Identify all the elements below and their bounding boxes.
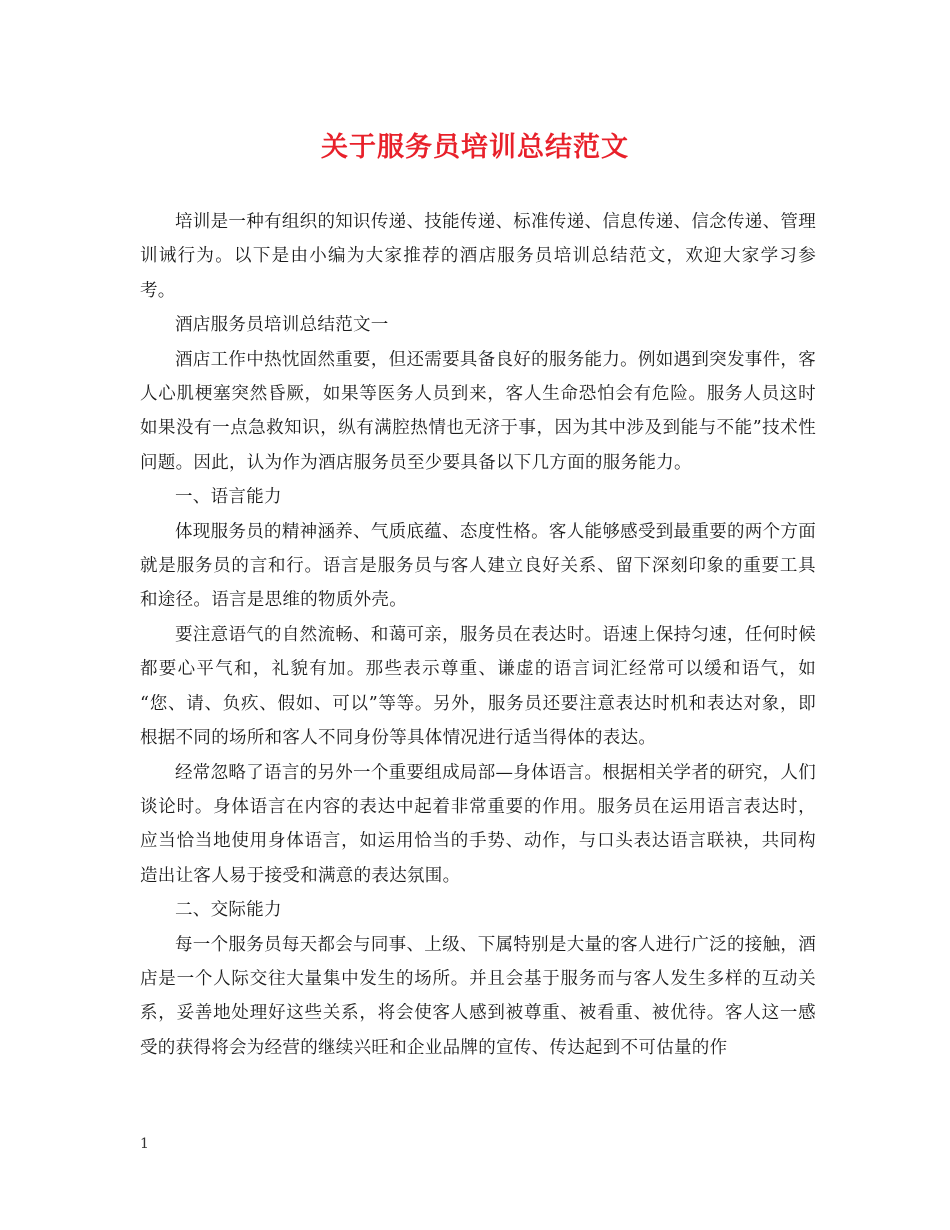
- document-body: [140, 205, 816, 1065]
- paragraph: 要注意语气的自然流畅、和蔼可亲，服务员在表达时。语速上保持匀速，任何时候都要心平气和，礼貌有加。那些表示尊重、谦虚的语言词汇经常可以缓和语气，如 “您、请、负疚、假如、可以”等等。另外，服务员还要注意表达时机和表达对象，即根据不同的场所和客人不同身份等具体情况进行适当得体的表达。: [140, 624, 816, 749]
- paragraph: 体现服务员的精神涵养、气质底蕴、态度性格。客人能够感受到最重要的两个方面就是服务员的言和行。语言是服务员与客人建立良好关系、留下深刻印象的重要工具和途径。语言是思维的物质外壳。: [140, 521, 816, 611]
- document-title: 关于服务员培训总结范文: [321, 132, 629, 163]
- section-heading-social-ability: 二、交际能力: [175, 900, 282, 921]
- section-heading-sample-one: 酒店服务员培训总结范文一: [175, 315, 389, 336]
- paragraph-intro: 培训是一种有组织的知识传递、技能传递、标准传递、信息传递、信念传递、管理训诫行为。以下是由小编为大家推荐的酒店服务员培训总结范文，欢迎大家学习参考。: [140, 212, 816, 301]
- paragraph: 每一个服务员每天都会与同事、上级、下属特别是大量的客人进行广泛的接触，酒店是一个人际交往大量集中发生的场所。并且会基于服务而与客人发生多样的互动关系，妥善地处理好这些关系，将会使客人感到被尊重、被看重、被优待。客人这一感受的获得将会为经营的继续兴旺和企业品牌的宣传、传达起到不可估量的作: [140, 934, 816, 1058]
- paragraph: 酒店工作中热忱固然重要，但还需要具备良好的服务能力。例如遇到突发事件，客人心肌梗塞突然昏厥，如果等医务人员到来，客人生命恐怕会有危险。服务人员这时如果没有一点急救知识，纵有满腔热情也无济于事，因为其中涉及到能与不能”技术性问题。因此，认为作为酒店服务员至少要具备以下几方面的服务能力。: [140, 349, 816, 473]
- page-number: 1: [140, 1136, 149, 1152]
- paragraph: 经常忽略了语言的另外一个重要组成局部—身体语言。根据相关学者的研究，人们谈论时。身体语言在内容的表达中起着非常重要的作用。服务员在运用语言表达时，应当恰当地使用身体语言，如运用恰当的手势、动作，与口头表达语言联袂，共同构造出让客人易于接受和满意的表达氛围。: [140, 762, 816, 886]
- section-heading-language-ability: 一、语言能力: [175, 487, 282, 508]
